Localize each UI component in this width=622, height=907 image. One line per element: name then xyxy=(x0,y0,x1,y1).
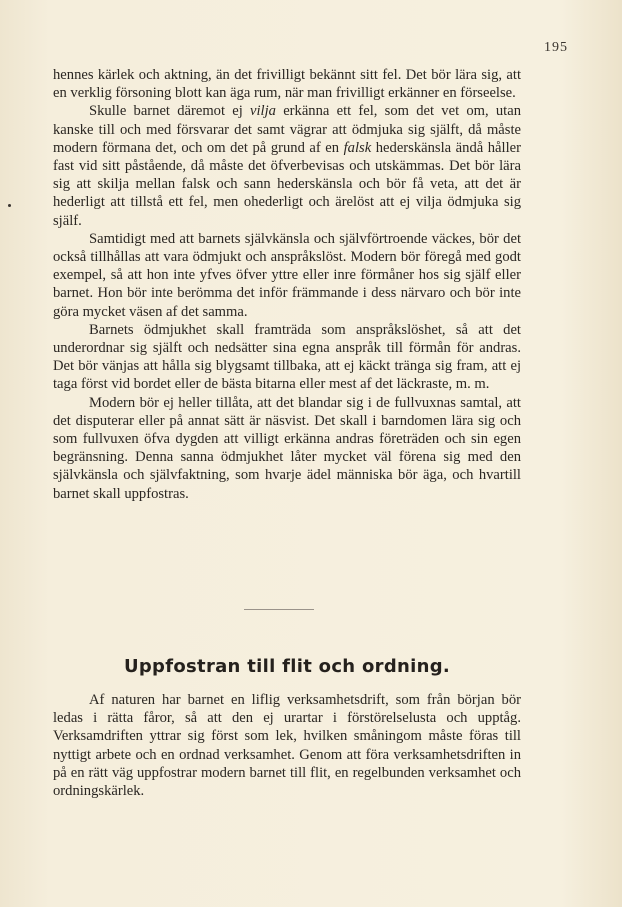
paragraph: Barnets ödmjukhet skall framträda som anspråkslöshet, så att det underordnar sig själft och nedsätter sina egna anspråk till förmån för andras. Det bör vänjas att hålla sig blygsamt tillbaka, att ej käckt tränga sig fram, att ej taga först vid bordet eller de bästa bitarna eller mest af det läckraste, m. m. xyxy=(53,321,521,393)
section-divider xyxy=(244,609,314,610)
section-heading: Uppfostran till flit och ordning. xyxy=(123,656,451,677)
section-body xyxy=(53,691,521,800)
body-text xyxy=(53,66,521,503)
paragraph xyxy=(53,102,521,229)
paragraph: Af naturen har barnet en liflig verksamhetsdrift, som från början bör ledas i rätta fåror, så att den ej urartar i förstörelselusta och upptåg. Verksamdriften yttrar sig först som lek, hvilken småningom måste föras till nyttigt arbete och en ordnad verksamhet. Genom att föra verksamhetsdriften in på en rätt väg uppfostrar modern barnet till flit, en regelbunden verksamhet och ordningskärlek. xyxy=(53,692,521,800)
emphasis: falsk xyxy=(343,139,372,156)
paragraph-text: hederskänsla ändå håller fast vid sitt påstående, då måste det öfverbevisas och utskämmas. Det bör lära sig att skilja mellan falsk och sann hederskänsla och bör få veta, att det är hederligt att tillstå ett fel, men ohederligt och ärelöst att ej vilja ödmjuka sig själf. xyxy=(53,139,521,229)
margin-mark xyxy=(8,204,11,207)
paragraph: hennes kärlek och aktning, än det frivilligt bekännt sitt fel. Det bör lära sig, att en verklig försoning blott kan äga rum, när man frivilligt erkänner en förseelse. xyxy=(53,67,521,102)
emphasis: vilja xyxy=(250,103,276,120)
paragraph-text: erkänna ett fel, som det vet om, utan kanske till och med försvarar det samt vägrar att ödmjuka sig själft, då måste modern förmana det, och om det på grund af en xyxy=(53,103,521,156)
page-number: 195 xyxy=(544,40,568,55)
paragraph: Samtidigt med att barnets självkänsla och självförtroende väckes, bör det också tillhållas att vara ödmjukt och anspråkslöst. Modern bör föregå med godt exempel, så att hon inte yfves öfver yttre eller inre förmåner hos sig själf eller barnet. Hon bör inte berömma det inför främmande i dess närvaro och bör inte göra mycket väsen af det samma. xyxy=(53,230,521,320)
paragraph-text: Skulle barnet däremot ej xyxy=(89,103,251,120)
paragraph: Modern bör ej heller tillåta, att det blandar sig i de fullvuxnas samtal, att det disputerar eller på annat sätt är näsvist. Det skall i barndomen lära sig och som fullvuxen öfva dygden att villigt erkänna andras företräden och sin egen begränsning. Denna sanna ödmjukhet låter mycket väl förena sig med den självkänsla och självfaktning, som hvarje ädel människa bör äga, och hvartill barnet skall uppfostras. xyxy=(53,394,521,502)
